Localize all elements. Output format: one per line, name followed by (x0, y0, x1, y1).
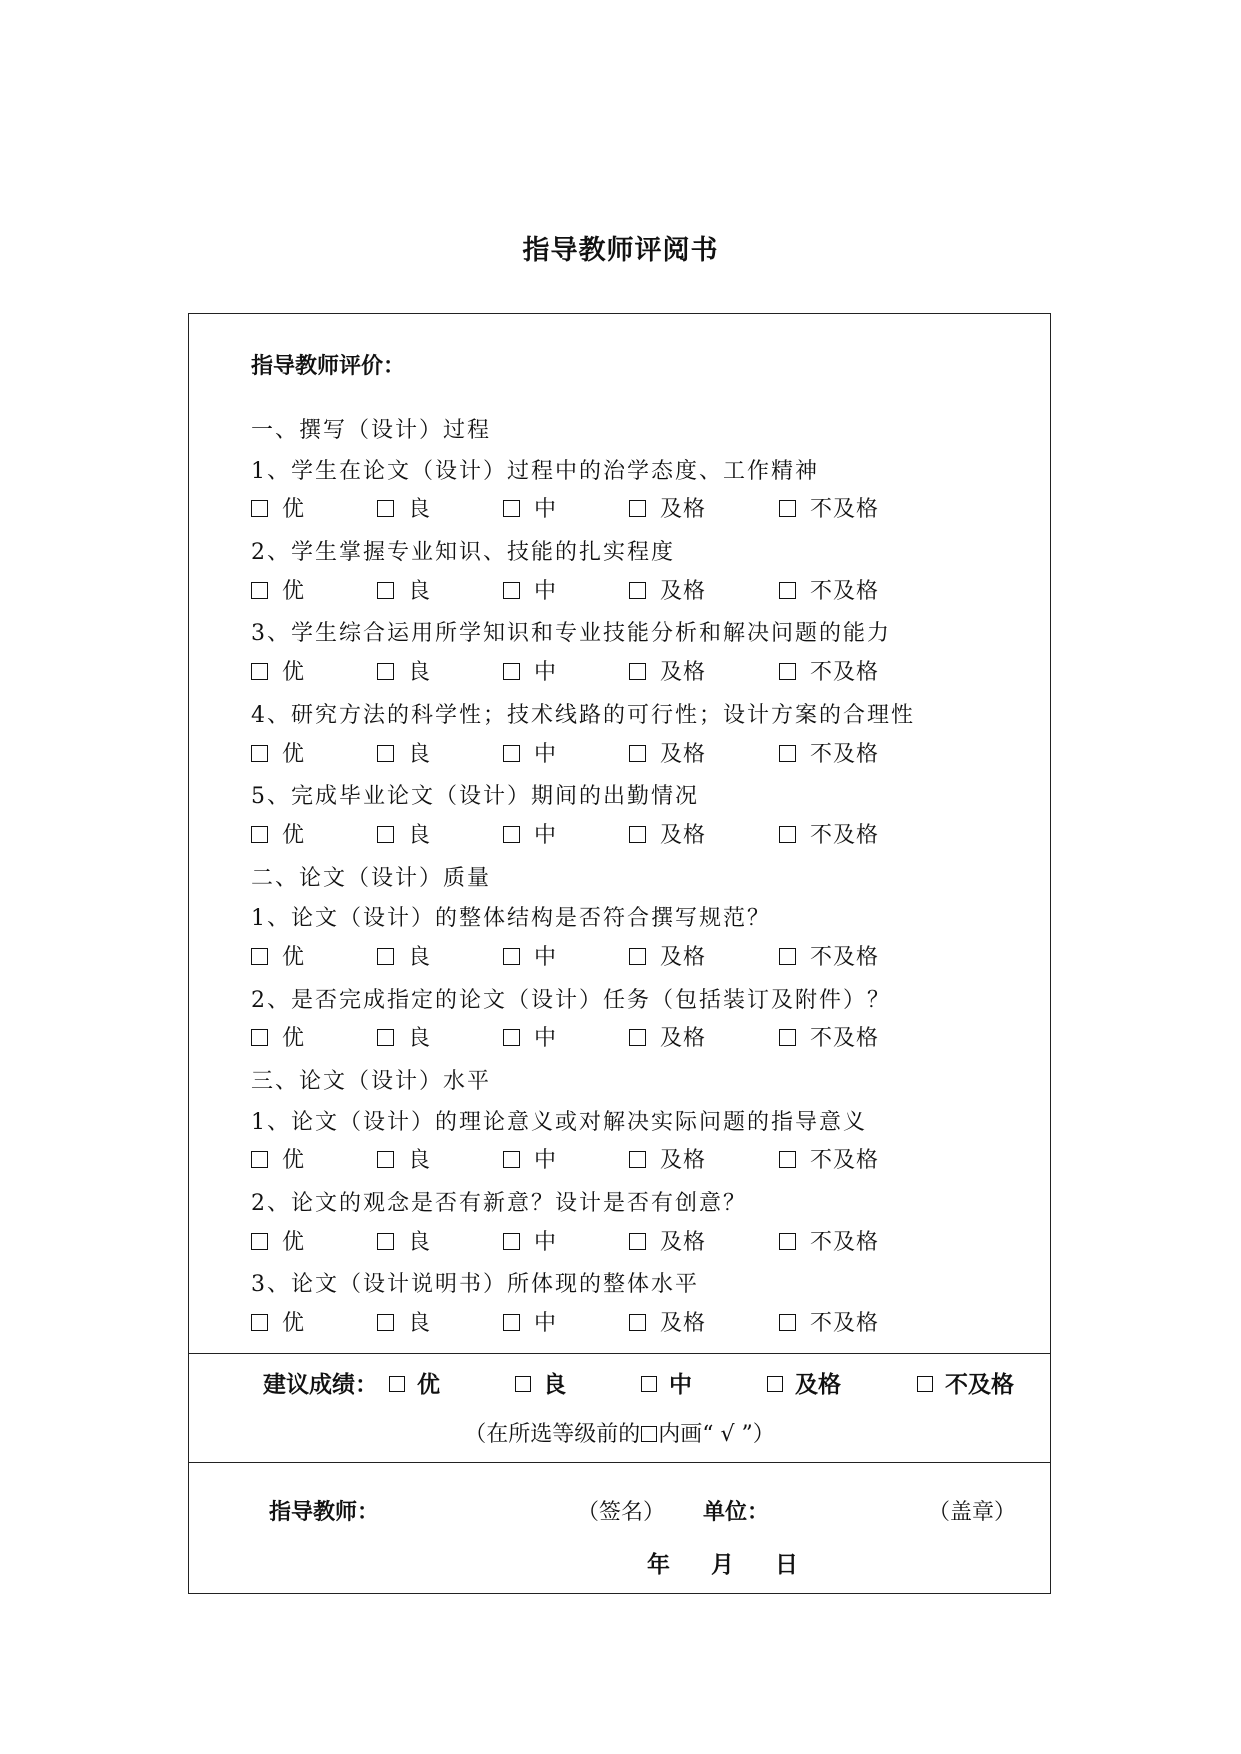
rating-option[interactable] (377, 1306, 431, 1337)
rating-option-label: 及格 (660, 578, 707, 604)
rating-options (251, 655, 1011, 696)
rating-option[interactable] (503, 1225, 557, 1256)
rating-option[interactable] (251, 1143, 305, 1174)
checkbox-icon[interactable] (515, 1376, 531, 1392)
checkbox-icon[interactable] (251, 1151, 268, 1168)
checkbox-icon[interactable] (377, 745, 394, 762)
checkbox-icon[interactable] (917, 1376, 933, 1392)
criterion-text: 5、完成毕业论文（设计）期间的出勤情况 (251, 784, 699, 810)
rating-option[interactable] (503, 1021, 557, 1052)
rating-option-label: 不及格 (810, 944, 880, 970)
rating-option[interactable] (779, 1021, 879, 1052)
rating-option-label: 良 (408, 1229, 432, 1255)
rating-option-label: 及格 (660, 1026, 707, 1052)
grade-option-label: 及格 (795, 1371, 841, 1398)
rating-option-label: 优 (282, 741, 306, 767)
rating-option-label: 良 (408, 741, 432, 767)
rating-options (251, 1021, 1011, 1062)
checkbox-icon[interactable] (629, 948, 646, 965)
rating-option-label: 不及格 (810, 497, 880, 523)
rating-option-label: 中 (534, 1229, 558, 1255)
criterion-text: 2、学生掌握专业知识、技能的扎实程度 (251, 540, 675, 566)
checkbox-icon[interactable] (629, 663, 646, 680)
grade-option[interactable] (917, 1366, 1014, 1399)
checkbox-icon[interactable] (503, 745, 520, 762)
checkbox-icon[interactable] (251, 500, 268, 517)
checkbox-icon[interactable] (377, 948, 394, 965)
criteria-list (251, 411, 1011, 1347)
section-title: 三、论文（设计）水平 (251, 1069, 492, 1094)
rating-option-label: 中 (534, 1311, 558, 1337)
rating-options (251, 940, 1011, 981)
grade-option[interactable] (641, 1366, 692, 1399)
suggested-grade-row (263, 1366, 1023, 1406)
grade-option[interactable] (767, 1366, 841, 1399)
rating-option-label: 中 (534, 822, 558, 848)
rating-option-label: 良 (408, 660, 432, 686)
rating-option[interactable] (629, 1306, 706, 1337)
date-month-label: 月 (711, 1551, 734, 1578)
rating-option-label: 及格 (660, 497, 707, 523)
rating-option[interactable] (779, 940, 879, 971)
rating-option[interactable] (629, 818, 706, 849)
checkbox-icon[interactable] (377, 1233, 394, 1250)
checkbox-icon[interactable] (629, 1314, 646, 1331)
checkbox-icon[interactable] (629, 745, 646, 762)
checkbox-icon[interactable] (377, 1314, 394, 1331)
checkbox-icon[interactable] (503, 1029, 520, 1046)
checkbox-icon[interactable] (503, 500, 520, 517)
sign-note: （签名） (577, 1500, 666, 1525)
rating-option[interactable] (377, 574, 431, 605)
rating-option-label: 及格 (660, 741, 707, 767)
checkbox-icon[interactable] (779, 663, 796, 680)
checkbox-icon[interactable] (641, 1376, 657, 1392)
checkbox-icon[interactable] (503, 948, 520, 965)
rating-options (251, 818, 1011, 859)
rating-option-label: 优 (282, 944, 306, 970)
grade-instruction-suffix: 内画“ √ ”） (658, 1422, 775, 1447)
grade-option[interactable] (515, 1366, 566, 1399)
checkbox-icon[interactable] (779, 826, 796, 843)
checkbox-icon[interactable] (503, 582, 520, 599)
criterion-text: 2、是否完成指定的论文（设计）任务（包括装订及附件）？ (251, 987, 891, 1013)
rating-options (251, 574, 1011, 615)
checkbox-icon[interactable] (779, 1029, 796, 1046)
checkbox-icon[interactable] (779, 582, 796, 599)
checkbox-icon[interactable] (629, 826, 646, 843)
rating-option[interactable] (629, 940, 706, 971)
rating-option[interactable] (629, 737, 706, 768)
rating-option-label: 优 (282, 822, 306, 848)
rating-option[interactable] (779, 1143, 879, 1174)
rating-option-label: 良 (408, 1311, 432, 1337)
rating-options (251, 1225, 1011, 1266)
rating-option[interactable] (503, 1306, 557, 1337)
checkbox-icon[interactable] (503, 1151, 520, 1168)
rating-option[interactable] (779, 1225, 879, 1256)
grade-label: 建议成绩： (263, 1371, 378, 1398)
teacher-label: 指导教师： (269, 1499, 380, 1525)
rating-option[interactable] (629, 492, 706, 523)
rating-option-label: 中 (534, 741, 558, 767)
rating-option[interactable] (251, 1306, 305, 1337)
rating-option[interactable] (779, 818, 879, 849)
checkbox-icon[interactable] (779, 500, 796, 517)
rating-option[interactable] (377, 1021, 431, 1052)
rating-option[interactable] (377, 1143, 431, 1174)
checkbox-icon[interactable] (779, 1314, 796, 1331)
rating-option[interactable] (251, 492, 305, 523)
divider (189, 1353, 1050, 1354)
rating-options (251, 1306, 1011, 1347)
section-title: 一、撰写（设计）过程 (251, 418, 492, 443)
evaluation-section (189, 314, 1050, 1353)
rating-option[interactable] (503, 655, 557, 686)
rating-option-label: 良 (408, 944, 432, 970)
rating-option-label: 良 (408, 1148, 432, 1174)
rating-option[interactable] (251, 655, 305, 686)
rating-option[interactable] (377, 492, 431, 523)
rating-options (251, 737, 1011, 778)
rating-option-label: 中 (534, 578, 558, 604)
rating-option[interactable] (377, 940, 431, 971)
criterion-text: 3、论文（设计说明书）所体现的整体水平 (251, 1272, 699, 1298)
rating-option-label: 优 (282, 1026, 306, 1052)
checkbox-icon[interactable] (251, 745, 268, 762)
rating-option[interactable] (503, 737, 557, 768)
seal-note: （盖章） (928, 1500, 1017, 1525)
rating-option[interactable] (377, 1225, 431, 1256)
criterion-text: 1、论文（设计）的整体结构是否符合撰写规范？ (251, 906, 771, 932)
criterion-text: 1、论文（设计）的理论意义或对解决实际问题的指导意义 (251, 1109, 867, 1135)
checkbox-icon[interactable] (389, 1376, 405, 1392)
rating-option-label: 及格 (660, 1311, 707, 1337)
rating-option-label: 及格 (660, 660, 707, 686)
rating-option-label: 中 (534, 944, 558, 970)
rating-option-label: 及格 (660, 822, 707, 848)
rating-option[interactable] (503, 818, 557, 849)
rating-option[interactable] (629, 655, 706, 686)
checkbox-icon[interactable] (503, 826, 520, 843)
checkbox-icon[interactable] (251, 582, 268, 599)
rating-option-label: 良 (408, 1026, 432, 1052)
checkbox-icon[interactable] (503, 663, 520, 680)
checkbox-icon[interactable] (779, 948, 796, 965)
rating-option-label: 及格 (660, 1148, 707, 1174)
rating-options (251, 1143, 1011, 1184)
date-year-label: 年 (647, 1551, 670, 1578)
rating-option[interactable] (377, 818, 431, 849)
rating-option-label: 优 (282, 1311, 306, 1337)
rating-option[interactable] (629, 574, 706, 605)
criterion-text: 3、学生综合运用所学知识和专业技能分析和解决问题的能力 (251, 621, 891, 647)
checkbox-icon[interactable] (779, 1151, 796, 1168)
rating-option-label: 不及格 (810, 741, 880, 767)
rating-option-label: 不及格 (810, 660, 880, 686)
rating-option-label: 不及格 (810, 1148, 880, 1174)
rating-option[interactable] (251, 737, 305, 768)
rating-option[interactable] (251, 574, 305, 605)
grade-instruction (189, 1417, 1050, 1448)
checkbox-icon[interactable] (767, 1376, 783, 1392)
checkbox-icon[interactable] (251, 826, 268, 843)
checkbox-icon[interactable] (377, 1151, 394, 1168)
rating-option[interactable] (377, 655, 431, 686)
document-title: 指导教师评阅书 (522, 235, 719, 266)
checkbox-icon[interactable] (377, 500, 394, 517)
rating-option-label: 不及格 (810, 578, 880, 604)
checkbox-icon[interactable] (377, 663, 394, 680)
rating-option-label: 及格 (660, 944, 707, 970)
rating-option-label: 优 (282, 1229, 306, 1255)
checkbox-icon[interactable] (251, 1029, 268, 1046)
rating-option-label: 不及格 (810, 822, 880, 848)
checkbox-icon[interactable] (251, 1314, 268, 1331)
rating-option[interactable] (251, 1225, 305, 1256)
grade-option-label: 优 (417, 1371, 440, 1398)
grade-option-label: 良 (543, 1371, 566, 1398)
checkbox-icon[interactable] (629, 582, 646, 599)
rating-option-label: 不及格 (810, 1026, 880, 1052)
rating-option-label: 中 (534, 1148, 558, 1174)
rating-option-label: 优 (282, 497, 306, 523)
rating-option[interactable] (503, 574, 557, 605)
grade-option[interactable] (389, 1366, 440, 1399)
rating-option[interactable] (629, 1143, 706, 1174)
rating-option[interactable] (629, 1225, 706, 1256)
checkbox-icon[interactable] (779, 745, 796, 762)
rating-option[interactable] (377, 737, 431, 768)
checkbox-icon[interactable] (629, 500, 646, 517)
rating-option[interactable] (251, 1021, 305, 1052)
rating-option[interactable] (779, 492, 879, 523)
grade-option-label: 中 (669, 1371, 692, 1398)
checkbox-icon[interactable] (779, 1233, 796, 1250)
rating-option-label: 良 (408, 578, 432, 604)
checkbox-icon[interactable] (251, 663, 268, 680)
rating-options (251, 492, 1011, 533)
rating-option[interactable] (779, 737, 879, 768)
rating-option-label: 及格 (660, 1229, 707, 1255)
criterion-text: 4、研究方法的科学性；技术线路的可行性；设计方案的合理性 (251, 702, 915, 728)
checkbox-icon[interactable] (629, 1233, 646, 1250)
rating-option[interactable] (251, 818, 305, 849)
checkbox-icon[interactable] (629, 1029, 646, 1046)
rating-option[interactable] (503, 492, 557, 523)
checkbox-icon[interactable] (629, 1151, 646, 1168)
rating-option-label: 不及格 (810, 1229, 880, 1255)
date-day-label: 日 (775, 1551, 798, 1578)
divider (189, 1462, 1050, 1463)
rating-option[interactable] (503, 940, 557, 971)
criterion-text: 1、学生在论文（设计）过程中的治学态度、工作精神 (251, 458, 819, 484)
rating-option-label: 良 (408, 822, 432, 848)
rating-option-label: 优 (282, 660, 306, 686)
grade-instruction-prefix: （在所选等级前的 (464, 1422, 641, 1447)
rating-option-label: 中 (534, 1026, 558, 1052)
rating-option[interactable] (779, 1306, 879, 1337)
checkbox-icon[interactable] (377, 582, 394, 599)
checkbox-icon[interactable] (377, 826, 394, 843)
checkbox-icon[interactable] (251, 948, 268, 965)
rating-option-label: 中 (534, 497, 558, 523)
rating-option-label: 中 (534, 660, 558, 686)
checkbox-icon[interactable] (377, 1029, 394, 1046)
grade-option-label: 不及格 (945, 1371, 1014, 1398)
evaluation-heading: 指导教师评价： (251, 353, 406, 379)
rating-option-label: 优 (282, 1148, 306, 1174)
checkbox-icon (641, 1426, 657, 1442)
rating-option[interactable] (503, 1143, 557, 1174)
evaluation-form (188, 313, 1051, 1594)
rating-option-label: 良 (408, 497, 432, 523)
criterion-text: 2、论文的观念是否有新意？设计是否有创意？ (251, 1191, 747, 1217)
section-title: 二、论文（设计）质量 (251, 865, 492, 891)
rating-option-label: 优 (282, 578, 306, 604)
rating-option[interactable] (251, 940, 305, 971)
checkbox-icon[interactable] (503, 1314, 520, 1331)
rating-option[interactable] (779, 655, 879, 686)
checkbox-icon[interactable] (251, 1233, 268, 1250)
unit-label: 单位： (703, 1499, 770, 1525)
rating-option[interactable] (779, 574, 879, 605)
rating-option-label: 不及格 (810, 1311, 880, 1337)
rating-option[interactable] (629, 1021, 706, 1052)
checkbox-icon[interactable] (503, 1233, 520, 1250)
